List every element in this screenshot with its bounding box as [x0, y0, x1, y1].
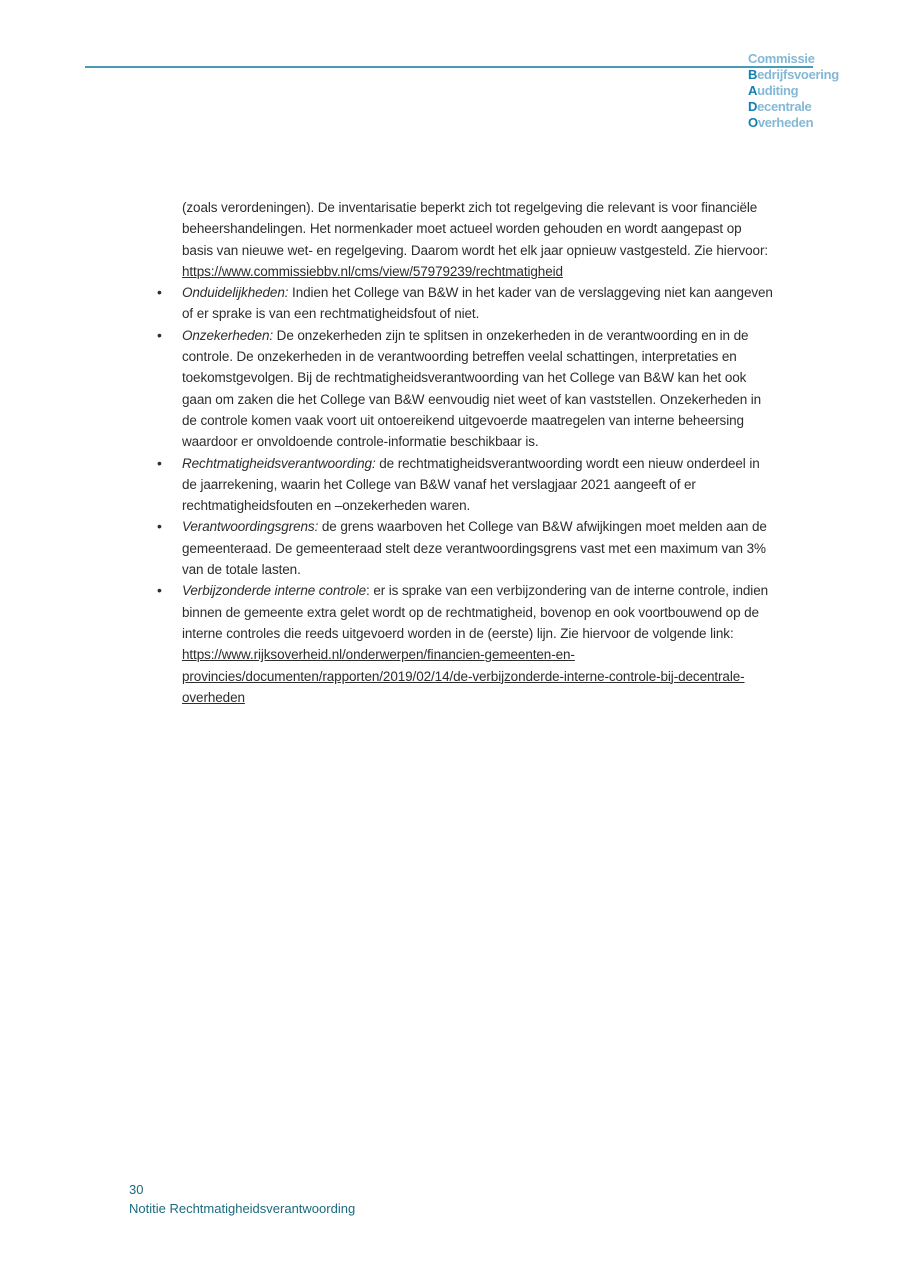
header-rule [85, 66, 813, 68]
logo-rest: edrijfsvoering [757, 67, 839, 82]
bullet-text: : er is sprake van een verbijzondering van de interne controle, indien binnen de gemeente extra gelet wordt op de rechtmatigheid, bovenop en ook voortbouwend op de interne controles die reeds uitgevoerd worden in de (eerste) lijn. Zie hiervoor de volgende link: [182, 583, 769, 641]
bullet-item-rechtmatigheidsverantwoording [182, 453, 776, 517]
logo-rest: uditing [757, 83, 799, 98]
logo-line-auditing [748, 83, 839, 99]
footer-doc-title: Notitie Rechtmatigheidsverantwoording [129, 1200, 356, 1216]
body-content [182, 197, 776, 708]
page-footer [129, 1181, 355, 1218]
bullet-item-verantwoordingsgrens [182, 516, 776, 580]
logo-text-commissie: Commissie [748, 51, 815, 66]
logo-rest: verheden [757, 115, 814, 130]
bullet-lead: Rechtmatigheidsverantwoording: [182, 455, 376, 471]
logo-rest: ecentrale [757, 99, 812, 114]
logo-initial: A [748, 83, 758, 98]
bullet-lead: Verantwoordingsgrens: [182, 519, 319, 535]
logo-line-commissie [748, 51, 839, 67]
page-number: 30 [129, 1182, 144, 1197]
intro-text: (zoals verordeningen). De inventarisatie beperkt zich tot regelgeving die relevant is voor financiële beheershandelingen. Het normenkader moet actueel worden gehouden en wordt aangepast op basis van nieuwe wet- en regelgeving. Daarom wordt het elk jaar opnieuw vastgesteld. Zie hiervoor: [182, 200, 769, 258]
bullet-item-verbijzonderde-interne-controle [182, 580, 776, 708]
bullet-text: Indien het College van B&W in het kader van de verslaggeving niet kan aangeven of er sprake is van een rechtmatigheidsfout of niet. [182, 285, 773, 322]
logo-line-decentrale [748, 99, 839, 115]
bullet-lead: Onzekerheden: [182, 327, 274, 343]
bullet-lead: Onduidelijkheden: [182, 285, 289, 301]
intro-paragraph [182, 197, 776, 282]
bullet-text: De onzekerheden zijn te splitsen in onzekerheden in de verantwoording en in de controle. De onzekerheden in de verantwoording betreffen veelal schattingen, interpretaties en toekomstgevolgen. Bij de rechtmatigheidsverantwoording van het College van B&W kan het ook gaan om zaken die het College van B&W eenvoudig niet weet of kan vaststellen. Onzekerheden in de controle komen vaak voort uit ontoereikend uitgevoerde maatregelen van interne beheersing waardoor er onvoldoende controle-informatie beschikbaar is. [182, 327, 762, 450]
bullet-lead: Verbijzonderde interne controle [182, 583, 367, 599]
logo-initial: B [748, 67, 758, 82]
logo-line-overheden [748, 115, 839, 131]
rijksoverheid-link[interactable]: https://www.rijksoverheid.nl/onderwerpen/financien-gemeenten-en-provincies/documenten/rapporten/2019/02/14/de-verbijzonderde-interne-controle-bij-decentrale-overheden [182, 647, 745, 705]
bullet-text: de grens waarboven het College van B&W afwijkingen moet melden aan de gemeenteraad. De gemeenteraad stelt deze verantwoordingsgrens vast met een maximum van 3% van de totale lasten. [182, 519, 767, 578]
commissiebbv-link[interactable]: https://www.commissiebbv.nl/cms/view/57979239/rechtmatigheid [182, 263, 563, 279]
bullet-list [182, 282, 776, 708]
logo-initial: O [748, 115, 758, 130]
logo-initial: D [748, 99, 758, 114]
bado-logo [748, 51, 839, 131]
bullet-item-onduidelijkheden [182, 282, 776, 325]
logo-line-bedrijfsvoering [748, 67, 839, 83]
bullet-item-onzekerheden [182, 325, 776, 453]
bullet-text: de rechtmatigheidsverantwoording wordt een nieuw onderdeel in de jaarrekening, waarin het College van B&W vanaf het verslagjaar 2021 aangeeft of er rechtmatigheidsfouten en –onzekerheden waren. [182, 455, 760, 514]
